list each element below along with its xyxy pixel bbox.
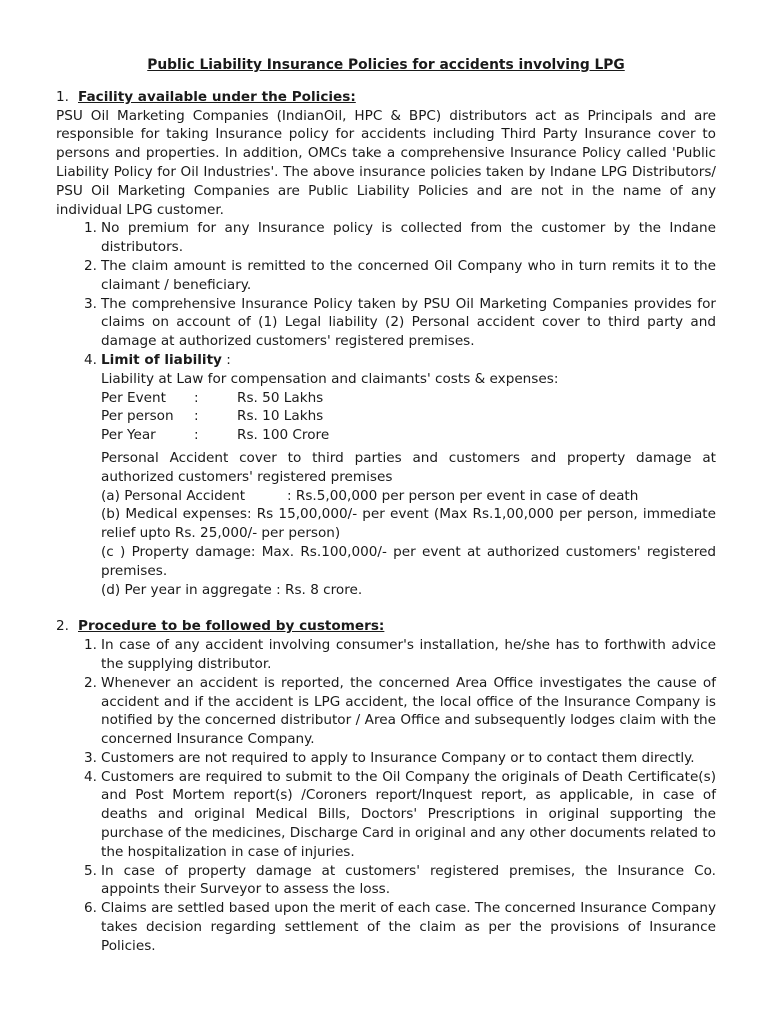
medical-expenses: (b) Medical expenses: Rs 15,00,000/- per event (Max Rs.1,00,000 per person, immediate relief upto Rs. 25,000/- per person) bbox=[101, 506, 716, 542]
limit-of-liability-block bbox=[101, 351, 716, 599]
list-item-number: 3. bbox=[84, 749, 97, 766]
list-item-text: The comprehensive Insurance Policy taken by PSU Oil Marketing Companies provides for claims on account of (1) Legal liability (2) Personal accident cover to third party and damage at authorized customers' registered premises. bbox=[101, 295, 716, 350]
limit-row-value: Rs. 10 Lakhs bbox=[237, 408, 324, 425]
section-1-list bbox=[56, 219, 716, 599]
list-item-text: Claims are settled based upon the merit of each case. The concerned Insurance Company takes decision regarding settlement of the claim as per the provisions of Insurance Policies. bbox=[101, 900, 716, 954]
limit-row bbox=[101, 389, 716, 408]
limit-row-sep: : bbox=[194, 408, 199, 425]
limit-heading: Limit of liability bbox=[101, 351, 222, 368]
list-item bbox=[56, 257, 716, 295]
list-item-number: 4. bbox=[84, 351, 97, 368]
personal-accident-a-label: (a) Personal Accident bbox=[101, 487, 246, 504]
section-1-intro: PSU Oil Marketing Companies (IndianOil, HPC & BPC) distributors act as Principals and are responsible for taking Insurance policy for accidents including Third Party Insurance cover to persons and properties. In addition, OMCs take a comprehensive Insurance Policy called 'Public Liability Policy for Oil Industries'. The above insurance policies taken by Indane LPG Distributors/ PSU Oil Marketing Companies are Public Liability Policies and are not in the name of any individual LPG customer. bbox=[56, 107, 716, 218]
limit-row-label: Per Year bbox=[101, 427, 156, 444]
list-item-number: 1. bbox=[84, 220, 97, 237]
section-2-heading bbox=[56, 617, 716, 636]
limit-row-label: Per person bbox=[101, 408, 174, 425]
list-item-number: 2. bbox=[84, 674, 97, 691]
section-2-list bbox=[56, 636, 716, 956]
list-item bbox=[56, 295, 716, 351]
limit-row bbox=[101, 426, 716, 445]
list-item-number: 6. bbox=[84, 900, 97, 917]
list-item bbox=[56, 899, 716, 955]
section-2-title: Procedure to be followed by customers: bbox=[78, 618, 385, 635]
list-item-number: 4. bbox=[84, 768, 97, 785]
limit-row bbox=[101, 407, 716, 426]
list-item bbox=[56, 862, 716, 900]
document-title: Public Liability Insurance Policies for accidents involving LPG bbox=[147, 57, 625, 73]
list-item-text: In case of property damage at customers' registered premises, the Insurance Co. appoints their Surveyor to assess the loss. bbox=[101, 862, 716, 898]
limit-row-value: Rs. 100 Crore bbox=[237, 427, 330, 444]
document-page bbox=[56, 56, 716, 956]
section-1-number: 1. bbox=[56, 88, 69, 105]
limit-intro: Liability at Law for compensation and claimants' costs & expenses: bbox=[101, 370, 559, 387]
limit-row-label: Per Event bbox=[101, 389, 166, 406]
list-item-number: 5. bbox=[84, 862, 97, 879]
list-item-number: 3. bbox=[84, 295, 97, 312]
list-item-number: 2. bbox=[84, 257, 97, 274]
personal-accident-a bbox=[101, 487, 716, 506]
list-item-text: The claim amount is remitted to the concerned Oil Company who in turn remits it to the claimant / beneficiary. bbox=[101, 257, 716, 293]
personal-accident-intro: Personal Accident cover to third parties and customers and property damage at authorized customers' registered premises bbox=[101, 449, 716, 485]
section-2-number: 2. bbox=[56, 618, 69, 635]
property-damage: (c ) Property damage: Max. Rs.100,000/- per event at authorized customers' registered premises. bbox=[101, 543, 716, 579]
limit-row-value: Rs. 50 Lakhs bbox=[237, 389, 324, 406]
list-item bbox=[56, 674, 716, 749]
limit-row-sep: : bbox=[194, 427, 199, 444]
list-item-text: Whenever an accident is reported, the concerned Area Office investigates the cause of accident and if the accident is LPG accident, the local office of the Insurance Company is notified by the concerned distributor / Area Office and subsequently lodges claim with the concerned Insurance Company. bbox=[101, 674, 716, 748]
list-item bbox=[56, 768, 716, 862]
list-item bbox=[56, 749, 716, 768]
list-item-limit-of-liability bbox=[56, 351, 716, 599]
section-1-title: Facility available under the Policies: bbox=[78, 88, 356, 105]
list-item-number: 1. bbox=[84, 637, 97, 654]
list-item-text: No premium for any Insurance policy is collected from the customer by the Indane distributors. bbox=[101, 220, 716, 256]
list-item-text: In case of any accident involving consumer's installation, he/she has to forthwith advice the supplying distributor. bbox=[101, 637, 716, 672]
list-item-text: Customers are required to submit to the Oil Company the originals of Death Certificate(s) and Post Mortem report(s) /Coroners report/Inquest report, as applicable, in case of deaths and original Medical Bills, Doctors' Prescriptions in original supporting the purchase of the medicines, Discharge Card in original and any other documents related to the hospitalization in case of injuries. bbox=[101, 768, 716, 860]
limit-heading-line bbox=[101, 351, 716, 370]
list-item bbox=[56, 219, 716, 257]
list-item bbox=[56, 636, 716, 674]
limit-heading-suffix: : bbox=[221, 351, 231, 368]
section-1-heading bbox=[56, 88, 716, 107]
per-year-aggregate: (d) Per year in aggregate : Rs. 8 crore. bbox=[101, 581, 363, 598]
list-item-text: Customers are not required to apply to Insurance Company or to contact them directly. bbox=[101, 749, 695, 766]
limit-row-sep: : bbox=[194, 389, 199, 406]
personal-accident-a-value: : Rs.5,00,000 per person per event in case of death bbox=[287, 487, 639, 504]
